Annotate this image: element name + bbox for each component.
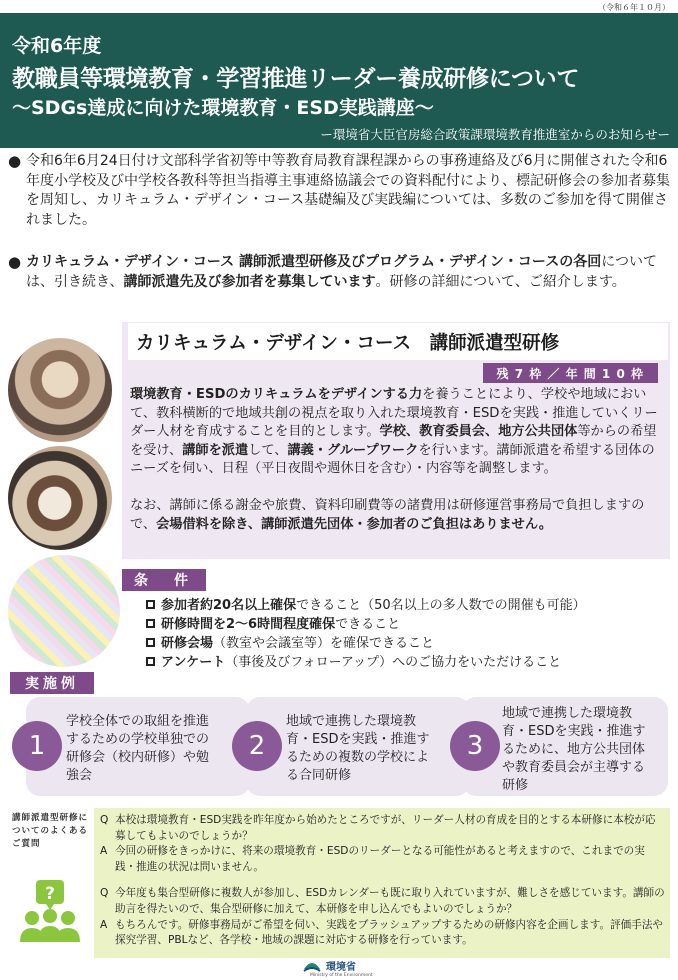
a-marker: A (100, 845, 108, 858)
faq-list (100, 813, 666, 949)
example-number-1: 1 (12, 721, 62, 771)
svg-text:?: ? (45, 884, 55, 904)
notice-bullet-1 (8, 152, 672, 230)
course-paragraph-1 (130, 386, 666, 479)
condition-text: できること (335, 617, 401, 632)
question-text: 今年度も集合型研修に複数人が参加し、ESDカレンダーも既に取り入れていますが、難しさを感じています。講師の助言を得たいので、集合型研修に加えて、本研修を申し込んでもよいのでしょうか？ (115, 887, 665, 915)
condition-emphasis: 研修会場 (161, 636, 214, 651)
bullet-dot: ● (8, 152, 22, 170)
page-title: 教職員等環境教育・学習推進リーダー養成研修について (12, 66, 580, 92)
faq-question-2 (100, 886, 666, 917)
question-text: 本校は環境教育・ESD実践を昨年度から始めたところですが、リーダー人材の育成を目的とする本研修に本校が応募してもよいのでしょうか？ (115, 814, 656, 842)
checkbox-square-icon (146, 638, 155, 647)
quota-badge: 残 7 枠 ／ 年 間 1 0 枠 (483, 363, 658, 383)
bullet-dot: ● (8, 253, 22, 271)
footer-logo (302, 955, 373, 978)
faq-answer-1 (100, 844, 666, 875)
course-emphasis: 会場借料を除き、講師派遣先団体・参加者のご負担はありません。 (156, 516, 553, 532)
training-photo-sticky-notes (8, 555, 120, 667)
course-emphasis: 講義・グループワーク (287, 442, 419, 458)
notice-plain: 。研修の詳細について、ご紹介します。 (375, 273, 626, 290)
course-emphasis: 学校、教育委員会、地方公共団体 (379, 424, 578, 440)
course-text: を行います。講師派遣を希望する団体のニーズを伺い、日程（平日夜間や週休日を含む）・内容等を調整します。 (130, 442, 655, 477)
notice-text-1: 令和6年6月24日付け文部科学省初等中等教育局教育課程課からの事務連絡及び6月に開催された令和6年度小学校及び中学校各教科等担当指導主事連絡協議会での資料配付により、標記研修会の参加者募集を周知し、カリキュラム・デザイン・コース基礎編及び実践編については、多数のご参加を得て開催されました。 (26, 153, 670, 228)
header-year: 令和6年度 (12, 35, 102, 57)
header-source: ー環境省大臣官房総合政策課環境教育推進室からのお知らせー (320, 127, 670, 142)
faq-answer-2 (100, 918, 666, 949)
course-text: 等からの希望を受け、 (130, 424, 657, 458)
checkbox-square-icon (146, 600, 155, 609)
condition-item (146, 596, 666, 615)
condition-emphasis: 研修時間を2～6時間程度確保 (161, 617, 336, 632)
course-text: を養うことにより、学校や地域において、教科横断的で地域共創の視点を取り入れた環境教育・ESDを実践・推進していくリーダー人材を育成することを目的とします。 (130, 387, 658, 440)
course-text: なお、講師に係る謝金や旅費、資料印刷費等の諸費用は研修運営事務局で負担しますので、 (130, 497, 645, 532)
question-people-icon (18, 880, 82, 946)
faq-question-1 (100, 813, 666, 844)
course-description (130, 386, 666, 552)
course-title: カリキュラム・デザイン・コース 講師派遣型研修 (128, 323, 668, 360)
checkbox-square-icon (146, 657, 155, 666)
condition-item (146, 615, 666, 634)
faq-label: 講師派遣型研修についてのよくあるご質問 (12, 813, 89, 849)
answer-text: 今回の研修をきっかけに、将来の環境教育・ESDのリーダーとなる可能性があると考えますので、これまでの実践・推進の状況は問いません。 (115, 845, 645, 873)
answer-text: もちろんです。研修事務局がご希望を伺い、実践をブラッシュアップするための研修内容を企画します。評価手法や探究学習、PBLなど、各学校・地域の課題に対応する研修を行っています。 (115, 918, 664, 947)
q-marker: Q (100, 814, 109, 826)
a-marker: A (100, 918, 108, 931)
notice-text-2 (8, 253, 672, 292)
example-number-3: 3 (450, 721, 500, 771)
example-text-1: 学校全体での取組を推進するための学校単独での研修会（校内研修）や勉強会 (66, 714, 210, 783)
condition-item (146, 653, 666, 672)
ministry-logo-icon (302, 955, 322, 975)
page-subtitle: ～SDGs達成に向けた環境教育・ESD実践講座～ (12, 97, 434, 119)
example-text-3: 地域で連携した環境教育・ESDを実践・推進するために、地方公共団体や教育委員会が主導する研修 (502, 706, 646, 793)
notice-bullet-2 (8, 253, 672, 292)
course-paragraph-2 (130, 497, 666, 534)
course-emphasis: 講師を派遣 (182, 442, 249, 458)
notice-plain: については、引き続き、 (26, 254, 657, 290)
condition-emphasis: 参加者約20名以上確保 (161, 598, 297, 613)
training-photo-lecture (8, 338, 112, 442)
conditions-list (146, 596, 666, 672)
ministry-name: 環境省 (326, 961, 356, 973)
ministry-name-en: Ministry of the Environment (310, 973, 373, 978)
example-text-2: 地域で連携した環境教育・ESDを実践・推進するための複数の学校による合同研修 (286, 714, 430, 783)
issue-date: （令和６年１０月） (598, 3, 670, 12)
condition-text: （事後及びフォローアップ）へのご協力をいただけること (225, 655, 562, 670)
condition-text: （教室や会議室等）を確保できること (213, 636, 435, 651)
training-photo-groupwork (8, 446, 112, 550)
condition-text: できること（50名以上の多人数での開催も可能） (296, 598, 586, 613)
notice-emphasis: カリキュラム・デザイン・コース 講師派遣型研修及びプログラム・デザイン・コースの各回 (26, 254, 602, 270)
conditions-tag: 条 件 (122, 569, 206, 591)
q-marker: Q (100, 887, 109, 900)
example-number-2: 2 (232, 721, 282, 771)
examples-tag: 実施例 (10, 672, 94, 694)
checkbox-square-icon (146, 619, 155, 628)
notice-emphasis: 講師派遣先及び参加者を募集しています (123, 273, 376, 290)
course-emphasis: 環境教育・ESDのカリキュラムをデザインする力 (130, 387, 423, 402)
header-banner (0, 13, 678, 148)
condition-emphasis: アンケート (161, 655, 226, 670)
course-text: して、 (248, 442, 288, 458)
condition-item (146, 634, 666, 653)
